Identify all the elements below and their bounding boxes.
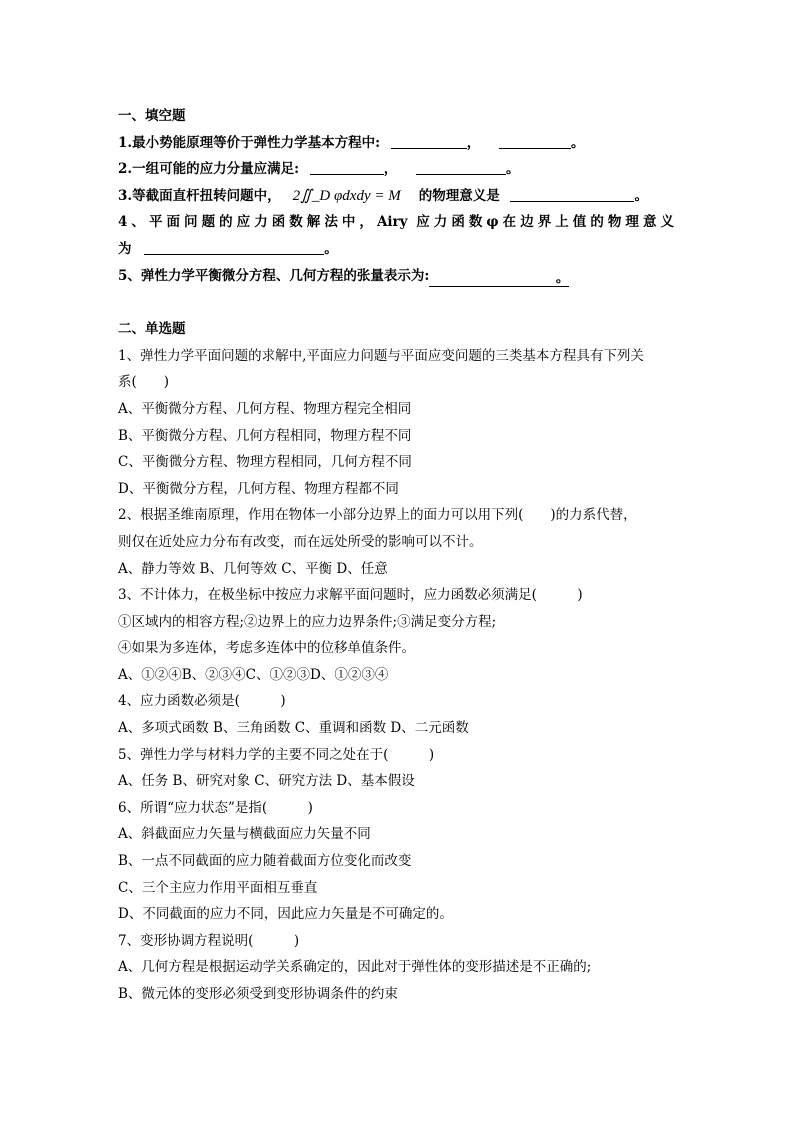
question-5 (118, 263, 674, 290)
question-text: 1.最小势能原理等价于弹性力学基本方程中: (118, 134, 381, 151)
question-text: 5、弹性力学平衡微分方程、几何方程的张量表示为: (118, 267, 430, 284)
question-1 (118, 130, 674, 157)
question-text: 2.一组可能的应力分量应满足: (118, 161, 300, 178)
answer-blank[interactable] (310, 159, 384, 175)
question-line: C、平衡微分方程、物理方程相同，几何方程不同 (118, 454, 412, 471)
answer-blank[interactable] (416, 159, 506, 175)
question-line: A、斜截面应力矢量与横截面应力矢量不同 (118, 826, 371, 843)
question-text: 3.等截面直杆扭转问题中， (118, 187, 281, 204)
question-line: 1、弹性力学平面问题的求解中,平面应力问题与平面应变问题的三类基本方程具有下列关 (118, 347, 644, 364)
question-line: D、平衡微分方程，几何方程、物理方程都不同 (118, 480, 399, 497)
single-choice-questions (118, 343, 674, 1008)
question-line: 3、不计体力，在极坐标中按应力求解平面问题时，应力函数必须满足( ) (118, 587, 583, 604)
question-line: C、三个主应力作用平面相互垂直 (118, 879, 318, 896)
question-4: 4、平面问题的应力函数解法中，Airy 应力函数φ在边界上值的物理意义 (118, 214, 674, 231)
question-line: 6、所谓“应力状态”是指( ) (118, 799, 313, 816)
period: 。 (505, 161, 520, 178)
question-line: 则仅在近处应力分布有改变，而在远处所受的影响可以不计。 (118, 533, 483, 550)
separator: ， (383, 161, 398, 178)
separator: ， (466, 134, 481, 151)
period: 。 (555, 269, 570, 286)
question-line: 2、根据圣维南原理，作用在物体一小部分边界上的面力可以用下列( )的力系代替， (118, 507, 637, 524)
question-line: A、平衡微分方程、几何方程、物理方程完全相同 (118, 400, 412, 417)
question-line: D、不同截面的应力不同，因此应力矢量是不可确定的。 (118, 906, 453, 923)
question-line: 7、变形协调方程说明( ) (118, 932, 300, 949)
exam-content (118, 103, 674, 1008)
question-line: ①区域内的相容方程;②边界上的应力边界条件;③满足变分方程; (118, 613, 497, 630)
answer-blank[interactable] (429, 271, 569, 287)
question-text: 的物理意义是 (418, 187, 500, 204)
question-3 (118, 183, 674, 210)
question-line: A、几何方程是根据运动学关系确定的，因此对于弹性体的变形描述是不正确的; (118, 959, 592, 976)
question-line: B、微元体的变形必须受到变形协调条件的约束 (118, 986, 398, 1002)
question-line: A、任务 B、研究对象 C、研究方法 D、基本假设 (118, 773, 415, 790)
question-line: 5、弹性力学与材料力学的主要不同之处在于( ) (118, 746, 435, 763)
answer-blank[interactable] (510, 186, 634, 202)
question-line: B、平衡微分方程、几何方程相同，物理方程不同 (118, 427, 412, 444)
question-text: 为 (118, 240, 132, 257)
question-2 (118, 156, 674, 183)
question-4-continued (118, 236, 674, 263)
section-title-single-choice: 二、单选题 (118, 321, 186, 338)
period: 。 (324, 240, 338, 257)
question-line: 系( ) (118, 374, 170, 391)
question-line: ④如果为多连体，考虑多连体中的位移单值条件。 (118, 640, 415, 657)
period: 。 (634, 187, 648, 204)
question-line: A、多项式函数 B、三角函数 C、重调和函数 D、二元函数 (118, 720, 469, 737)
answer-blank[interactable] (391, 133, 467, 149)
section-title-fill-blank: 一、填空题 (118, 108, 186, 124)
question-line: A、①②④B、②③④C、①②③D、①②③④ (118, 666, 389, 683)
question-line: B、一点不同截面的应力随着截面方位变化而改变 (118, 853, 412, 870)
period: 。 (570, 134, 585, 151)
answer-blank[interactable] (144, 239, 324, 255)
question-line: 4、应力函数必须是( ) (118, 693, 286, 710)
answer-blank[interactable] (499, 133, 571, 149)
question-line: A、静力等效 B、几何等效 C、平衡 D、任意 (118, 560, 388, 577)
formula: 2∬_D φdxdy = M (292, 187, 401, 204)
